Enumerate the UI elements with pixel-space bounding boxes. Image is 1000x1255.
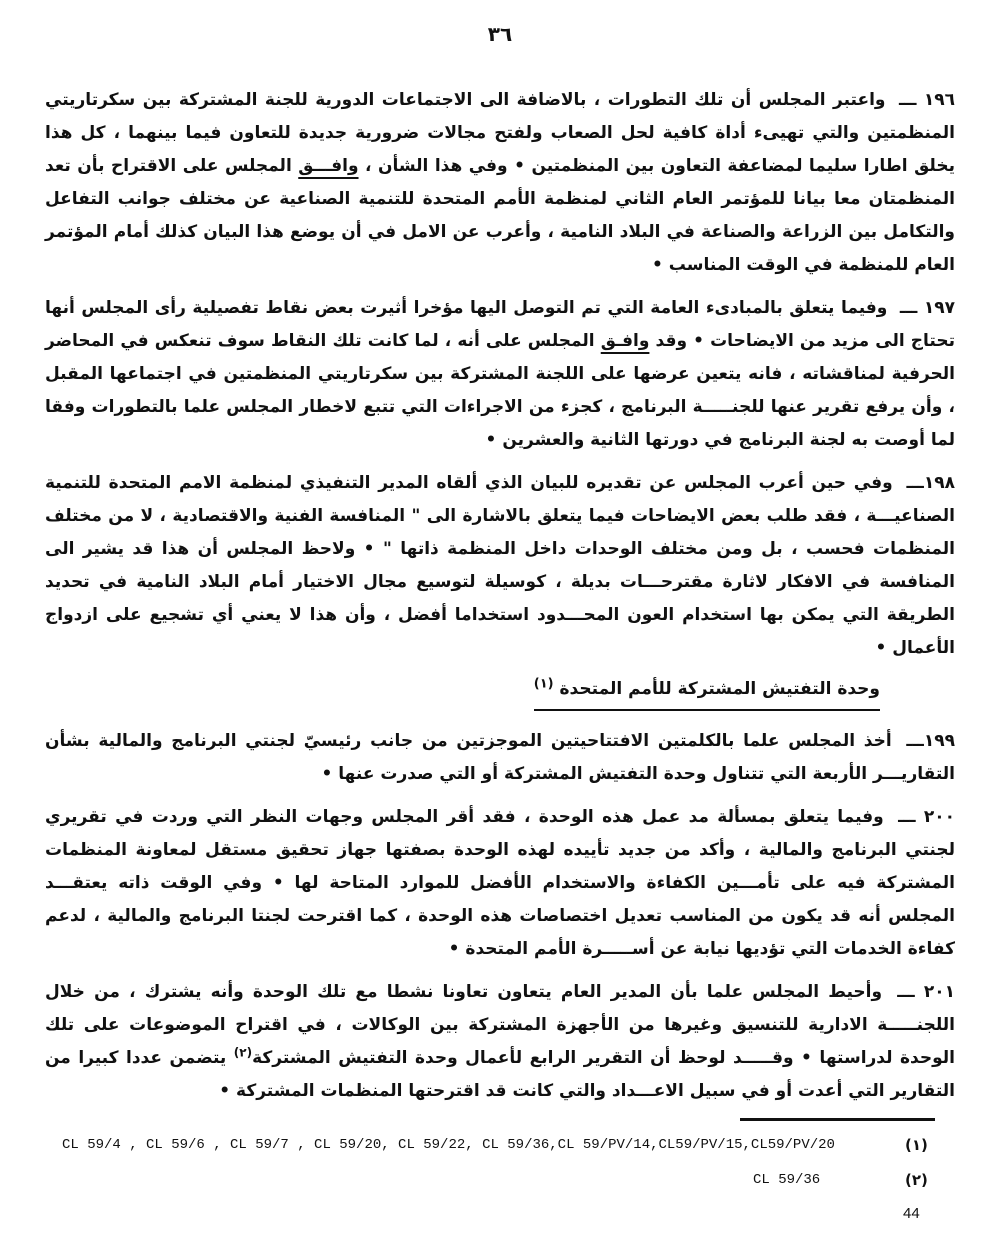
footnote-2-marker: (٢) xyxy=(905,1171,928,1189)
paragraph-number: ٢٠١ ـــ xyxy=(897,982,956,1002)
paragraph-200 xyxy=(45,801,955,966)
paragraph-text: يتضمن عددا كبيرا من التقارير التي أعدت أو في سبيل الاعـــداد والتي كانت قد اقترحتها المنظمات المشتركة • xyxy=(45,1048,955,1101)
footnotes-area xyxy=(0,1112,1000,1255)
footnote-1-marker: (١) xyxy=(905,1136,928,1154)
page-number-bottom: 44 xyxy=(903,1205,920,1222)
paragraph-number: ١٩٦ ـــ xyxy=(898,90,955,110)
section-heading xyxy=(534,675,880,711)
footnote-1-text: CL 59/4 , CL 59/6 , CL 59/7 , CL 59/20, CL 59/22, CL 59/36,CL 59/PV/14,CL59/PV/15,CL59/PV/20 xyxy=(62,1137,835,1153)
paragraph-196 xyxy=(45,84,955,282)
paragraph-198 xyxy=(45,467,955,665)
page-number-top: ٣٦ xyxy=(487,22,513,46)
paragraph-text: وفي حين أعرب المجلس عن تقديره للبيان الذي ألقاه المدير التنفيذي لمنظمة الامم المتحدة للتنمية الصناعيـــة ، فقد طلب بعض الايضاحات فيما يتعلق بالاشارة الى " المنافسة الفنية والاقتصادية ، لا من مختلف المنظمات فحسب ، بل ومن مختلف الوحدات داخل المنظمة ذاتها " • ولاحظ المجلس أن هذا قد يشير الى المنافسة في الافكار لاثارة مقترحـــات بديلة ، كوسيلة لتوسيع مجال الاختيار أمام البلاد النامية في تحديد الطريقة التي يمكن بها استخدام العون المحـــدود استخداما أفضل ، وأن هذا لا يعني أي تشجيع على ازدواج الأعمال • xyxy=(45,473,955,658)
paragraph-text: المجلس على أنه ، لما كانت تلك النقاط سوف تنعكس في المحاضر الحرفية لمناقشاته ، فانه يتعين عرضها على اللجنة المشتركة بين سكرتاريتي المنظمتين في اجتماعها المقبل ، وأن يرفع تقرير عنها للجنـــــة البرنامج ، كجزء من الاجراءات التي تتبع لاخطار المجلس علما بالتطورات وفقا لما أوصت به لجنة البرنامج في دورتها الثانية والعشرين • xyxy=(45,331,955,450)
underlined-word: وافـق xyxy=(600,331,650,351)
paragraph-text: المجلس على الاقتراح بأن تعد المنظمتان معا بيانا للمؤتمر العام الثاني لمنظمة الأمم المتحدة للتنمية الصناعية عن مختلف جوانب التفاعل والتكامل بين الزراعة والصناعة في البلاد النامية ، وأعرب عن الامل في أن يوضع هذا البيان كذلك أمام المؤتمر العام للمنظمة في الوقت المناسب • xyxy=(45,156,955,275)
paragraph-number: ٢٠٠ ـــ xyxy=(898,807,955,827)
section-heading-text: وحدة التفتيش المشتركة للأمم المتحدة xyxy=(559,679,880,699)
footnote-ref: (١) xyxy=(533,676,554,692)
paragraph-text: وفيما يتعلق بمسألة مد عمل هذه الوحدة ، فقد أقر المجلس وجهات النظر التي وردت في تقريري لجنتي البرنامج والمالية ، وأكد من جديد تأييده لهذه الوحدة بصفتها جهاز تحقيق مستقل لمعاونة المنظمات المشتركة فيه على تأمـــين الكفاءة والاستخدام الأفضل للموارد المتاحة لها • وفي الوقت ذاته يعتقـــد المجلس أنه قد يكون من المناسب تعديل اختصاصات هذه الوحدة ، كما اقترحت لجنتا البرنامج والمالية ، لدعم كفاءة الخدمات التي تؤديها نيابة عن أســـــرة الأمم المتحدة • xyxy=(45,807,955,959)
paragraph-text: واعتبر المجلس أن تلك التطورات ، بالاضافة الى الاجتماعات الدورية للجنة المشتركة بين سكرتاريتي المنظمتين والتي تهيىء أداة كافية لحل الصعاب ولفتح مجالات ضرورية جديدة للتعاون فيما بينهما ، كل هذا يخلق اطارا سليما لمضاعفة التعاون بين المنظمتين • وفي هذا الشأن ، xyxy=(45,90,955,176)
section-heading-block xyxy=(45,675,880,711)
paragraph-number: ١٩٨ـــ xyxy=(906,473,956,493)
footnote-ref: (٢) xyxy=(233,1045,253,1060)
paragraph-text: وفيما يتعلق بالمبادىء العامة التي تم التوصل اليها مؤخرا أثيرت بعض نقاط تفصيلية رأى المجلس أنها تحتاج الى مزيد من الايضاحات • وقد xyxy=(45,298,955,351)
body-text xyxy=(45,84,955,1118)
paragraph-number: ١٩٩ـــ xyxy=(906,731,955,751)
paragraph-number: ١٩٧ ـــ xyxy=(899,298,956,318)
footnote-2-text: CL 59/36 xyxy=(753,1172,821,1188)
paragraph-text: أخذ المجلس علما بالكلمتين الافتتاحيتين الموجزتين من جانب رئيسيّ لجنتي البرنامج والمالية بشأن التقاريـــر الأربعة التي تتناول وحدة التفتيش المشتركة أو التي صدرت عنها • xyxy=(45,731,955,784)
paragraph-199 xyxy=(45,725,955,791)
underlined-word: وافـــق xyxy=(298,156,359,176)
paragraph-197 xyxy=(45,292,955,457)
paragraph-text: وأحيط المجلس علما بأن المدير العام يتعاون تعاونا نشطا مع تلك الوحدة وأنه يشترك ، من خلال اللجنـــــة الادارية للتنسيق وغيرها من الأجهزة المشتركة بين الوكالات ، في اقتراح الموضوعات على تلك الوحدة لدراستها • وقـــــد لوحظ أن التقرير الرابع لأعمال وحدة التفتيش المشتركة xyxy=(45,982,955,1068)
footnote-separator xyxy=(740,1118,935,1121)
paragraph-201 xyxy=(45,976,955,1108)
